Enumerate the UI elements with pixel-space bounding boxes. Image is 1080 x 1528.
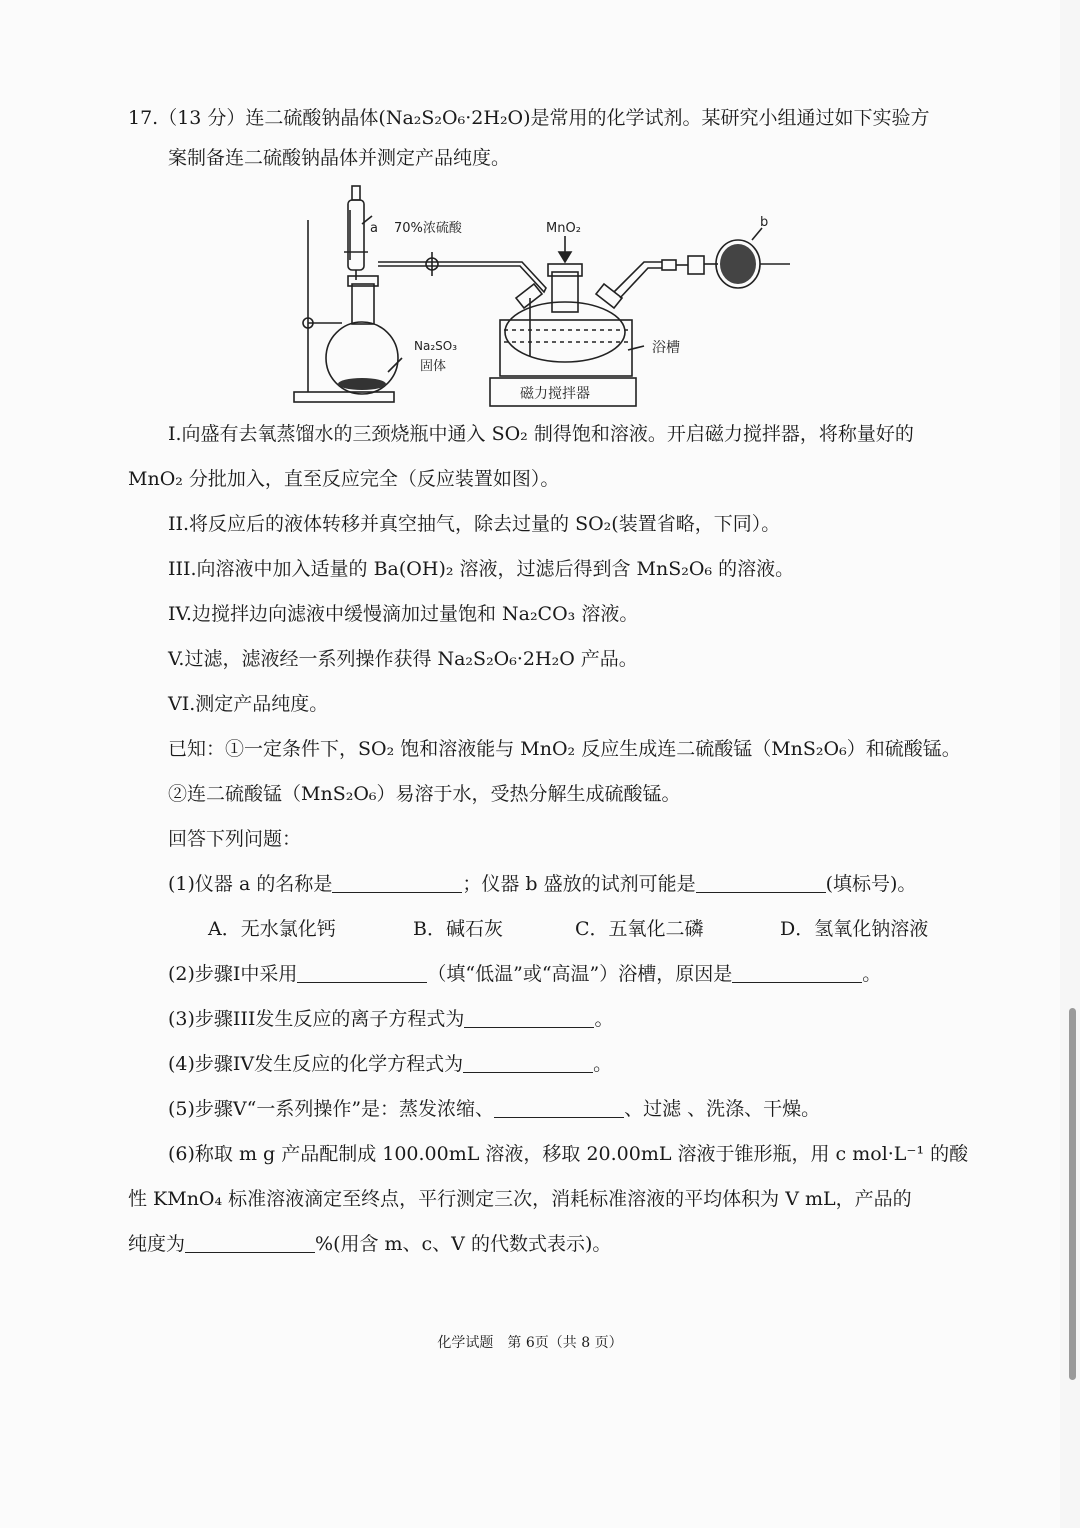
step-6: VI.测定产品纯度。 — [168, 693, 329, 715]
label-a: a — [370, 221, 378, 236]
option-a: A．无水氯化钙 — [208, 918, 336, 940]
q1-options — [208, 917, 928, 941]
q6-part1: 纯度为 — [128, 1233, 186, 1255]
label-mno2: MnO₂ — [546, 221, 581, 236]
step-3: III.向溶液中加入适量的 Ba(OH)₂ 溶液，过滤后得到含 MnS₂O₆ 的溶液。 — [168, 558, 795, 580]
step-1: I.向盛有去氧蒸馏水的三颈烧瓶中通入 SO₂ 制得饱和溶液。开启磁力搅拌器，将称量好的 — [168, 423, 914, 445]
q2-part2: （填“低温”或“高温”）浴槽，原因是 — [427, 963, 733, 985]
question-6: (6)称取 m g 产品配制成 100.00mL 溶液，移取 20.00mL 溶液于锥形瓶，用 c mol·L⁻¹ 的酸 — [168, 1143, 969, 1165]
option-d: D．氢氧化钠溶液 — [780, 918, 929, 940]
q6-blank[interactable] — [185, 1234, 315, 1253]
q5-part2: 、过滤 、洗涤、干燥。 — [624, 1098, 821, 1120]
q2-part1: (2)步骤I中采用 — [168, 963, 298, 985]
known-1: 已知：①一定条件下，SO₂ 饱和溶液能与 MnO₂ 反应生成连二硫酸锰（MnS₂O₆）和硫酸锰。 — [168, 738, 961, 760]
q1-part1: (1)仪器 a 的名称是 — [168, 873, 333, 895]
q5-part1: (5)步骤V“一系列操作”是：蒸发浓缩、 — [168, 1098, 495, 1120]
q6-part2: %(用含 m、c、V 的代数式表示)。 — [315, 1233, 612, 1255]
q4-part2: 。 — [593, 1053, 613, 1075]
step-1-cont: MnO₂ 分批加入，直至反应完全（反应装置如图）。 — [128, 468, 560, 490]
q3-part1: (3)步骤III发生反应的离子方程式为 — [168, 1008, 465, 1030]
q4-part1: (4)步骤IV发生反应的化学方程式为 — [168, 1053, 464, 1075]
q4-blank[interactable] — [463, 1054, 593, 1073]
granules — [720, 244, 756, 284]
question-3 — [168, 1007, 613, 1031]
label-b: b — [760, 215, 769, 230]
step-2: II.将反应后的液体转移并真空抽气，除去过量的 SO₂(装置省略，下同）。 — [168, 513, 781, 535]
question-header: 17.（13 分）连二硫酸钠晶体(Na₂S₂O₆·2H₂O)是常用的化学试剂。某研究小组通过如下实验方 — [128, 107, 930, 129]
q1-part2: ；仪器 b 盛放的试剂可能是 — [462, 873, 696, 895]
step-4: IV.边搅拌边向滤液中缓慢滴加过量饱和 Na₂CO₃ 溶液。 — [168, 603, 639, 625]
question-5 — [168, 1097, 820, 1121]
page-footer: 化学试题 第 6页（共 8 页） — [437, 1335, 623, 1351]
q2-blank-b[interactable] — [732, 964, 862, 983]
q3-part2: 。 — [594, 1008, 614, 1030]
q3-blank[interactable] — [464, 1009, 594, 1028]
label-solid: 固体 — [420, 359, 447, 374]
known-2: ②连二硫酸锰（MnS₂O₆）易溶于水，受热分解生成硫酸锰。 — [168, 783, 681, 805]
option-b: B．碱石灰 — [413, 918, 503, 940]
question-header-cont: 案制备连二硫酸钠晶体并测定产品纯度。 — [168, 147, 511, 169]
step-5: V.过滤，滤液经一系列操作获得 Na₂S₂O₆·2H₂O 产品。 — [168, 648, 638, 670]
option-c: C．五氧化二磷 — [575, 918, 704, 940]
bath — [500, 320, 632, 376]
label-na2so3: Na₂SO₃ — [414, 339, 458, 353]
scrollbar-thumb[interactable] — [1069, 1008, 1076, 1380]
label-stirrer: 磁力搅拌器 — [520, 386, 590, 402]
q2-blank-a[interactable] — [297, 964, 427, 983]
label-bath: 浴槽 — [652, 340, 680, 356]
question-2 — [168, 962, 881, 986]
question-4 — [168, 1052, 612, 1076]
scroll-track[interactable] — [1060, 0, 1080, 1528]
answer-intro: 回答下列问题： — [168, 828, 302, 850]
apparatus-figure — [290, 180, 800, 410]
q1-part3: (填标号)。 — [825, 873, 917, 895]
q5-blank[interactable] — [494, 1099, 624, 1118]
question-6-cont: 性 KMnO₄ 标准溶液滴定至终点，平行测定三次，消耗标准溶液的平均体积为 V mL，产品的 — [128, 1188, 912, 1210]
label-acid: 70%浓硫酸 — [394, 221, 462, 236]
q1-blank-b[interactable] — [696, 874, 826, 893]
three-neck-flask — [505, 302, 625, 362]
question-6-end — [128, 1232, 611, 1256]
stand-base — [294, 392, 394, 402]
q1-blank-a[interactable] — [332, 874, 462, 893]
solid-reagent — [338, 378, 386, 390]
question-1 — [168, 872, 916, 896]
q2-part3: 。 — [862, 963, 882, 985]
